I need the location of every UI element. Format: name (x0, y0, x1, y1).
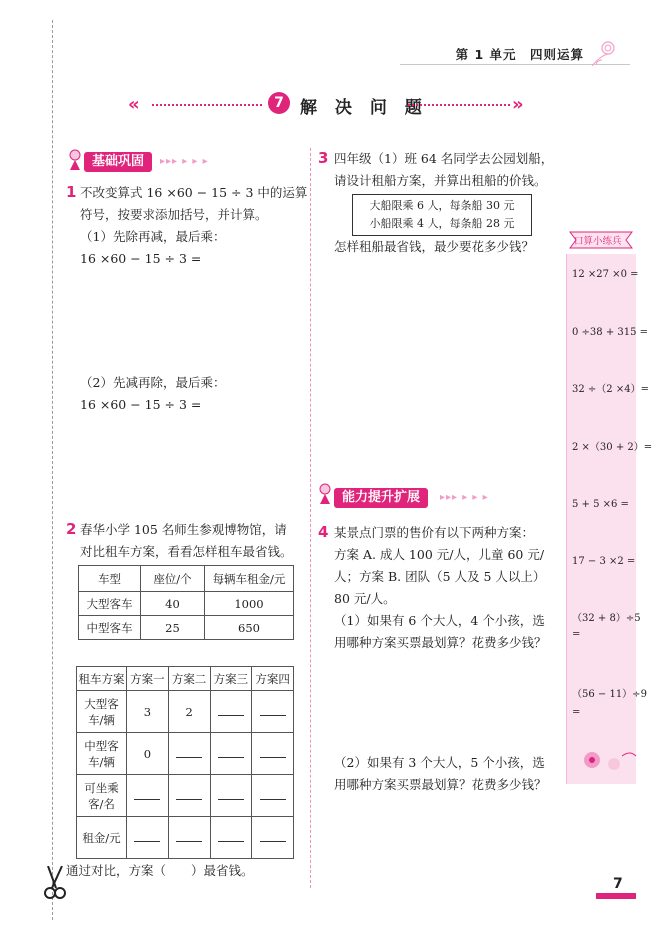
row-label: 租金/元 (77, 817, 127, 859)
answer-blank[interactable] (218, 832, 244, 842)
table-header: 方案二 (168, 667, 210, 691)
q3-text-line2: 请设计租船方案，并算出租船的价钱。 (334, 173, 547, 188)
title-dotted-right (408, 104, 510, 106)
table-cell: 40 (141, 592, 205, 616)
answer-blank[interactable] (176, 748, 202, 758)
answer-blank[interactable] (176, 832, 202, 842)
table-cell: 3 (127, 691, 169, 733)
table-cell: 25 (141, 616, 205, 640)
row-label: 大型客车/辆 (77, 691, 127, 733)
table-cell: 1000 (205, 592, 294, 616)
q1-text-line1: 不改变算式 16 ×60 − 15 ÷ 3 中的运算 (80, 185, 308, 200)
blank-cell[interactable] (252, 775, 294, 817)
table-header: 方案一 (127, 667, 169, 691)
q1-expression2: 16 ×60 − 15 ÷ 3 = (80, 397, 202, 412)
blank-cell[interactable] (252, 691, 294, 733)
section-banner-basic: 基础巩固 (84, 152, 152, 172)
row-label: 中型客车/辆 (77, 733, 127, 775)
mental-math-item: 12 ×27 ×0 = (572, 269, 639, 280)
banner-arrows-icon: ▸▸▸ ▸ ▸ ▸ (160, 156, 209, 167)
q2-text-line2: 对比租车方案，看看怎样租车最省钱。 (80, 544, 293, 559)
blank-cell[interactable] (210, 817, 252, 859)
lesson-number: 7 (268, 92, 290, 114)
blank-cell[interactable] (252, 817, 294, 859)
answer-blank[interactable] (218, 706, 244, 716)
q3-number: 3 (318, 149, 329, 167)
q4-sub1-line2: 用哪种方案买票最划算？花费多少钱？ (334, 635, 547, 650)
boat-price-small: 小船限乘 4 人，每条船 28 元 (369, 217, 515, 230)
q4-text-line2: 方案 A. 成人 100 元/人，儿童 60 元/ (334, 547, 545, 562)
flower-decoration-icon (578, 742, 638, 776)
mental-math-item: 5 + 5 ×6 = (572, 499, 629, 510)
q4-sub2-line2: 用哪种方案买票最划算？花费多少钱？ (334, 777, 547, 792)
mental-math-item: 0 ÷38 + 315 = (572, 327, 649, 338)
boat-price-box (352, 194, 532, 236)
table-header: 车型 (79, 566, 141, 592)
mental-math-item: （56 − 11）÷9 (572, 689, 647, 700)
unit-header: 第 1 单元 四则运算 (455, 47, 584, 62)
bus-info-table (78, 565, 294, 640)
blank-cell[interactable] (168, 817, 210, 859)
q1-sub2-label: （2）先减再除，最后乘： (80, 375, 226, 390)
lesson-title (128, 92, 530, 118)
banner-arrows-icon: ▸▸▸ ▸ ▸ ▸ (440, 492, 489, 503)
chevron-right-icon: » (512, 94, 524, 115)
table-header: 座位/个 (141, 566, 205, 592)
title-dotted-left (152, 104, 262, 106)
column-divider (310, 148, 311, 888)
section-banner-advanced: 能力提升扩展 (334, 488, 428, 508)
answer-blank[interactable] (260, 748, 286, 758)
lesson-title-text: 解 决 问 题 (300, 98, 428, 118)
table-cell: 650 (205, 616, 294, 640)
q3-text-line1: 四年级（1）班 64 名同学去公园划船， (334, 151, 554, 166)
mental-math-item: 2 ×（30 + 2）= (572, 442, 653, 453)
answer-blank[interactable] (134, 832, 160, 842)
chevron-left-icon: « (128, 94, 140, 115)
answer-blank[interactable] (260, 832, 286, 842)
girl-mascot-icon (316, 482, 334, 506)
q4-text-line3: 人；方案 B. 团队（5 人及 5 人以上） (334, 569, 546, 584)
table-header: 方案四 (252, 667, 294, 691)
table-header: 每辆车租金/元 (205, 566, 294, 592)
row-label: 可坐乘客/名 (77, 775, 127, 817)
table-header: 租车方案 (77, 667, 127, 691)
boat-price-big: 大船限乘 6 人，每条船 30 元 (369, 199, 515, 212)
mental-math-item: 32 ÷（2 ×4）= (572, 384, 649, 395)
sidebar-title: 口算小练兵 (574, 236, 622, 247)
blank-cell[interactable] (210, 775, 252, 817)
q4-number: 4 (318, 523, 329, 541)
q1-sub1-label: （1）先除再减，最后乘： (80, 229, 226, 244)
blank-cell[interactable] (210, 733, 252, 775)
q4-text-line4: 80 元/人。 (334, 591, 396, 606)
q4-text-line1: 某景点门票的售价有以下两种方案： (334, 525, 535, 540)
blank-cell[interactable] (168, 775, 210, 817)
blank-cell[interactable] (127, 775, 169, 817)
q3-question: 怎样租船最省钱，最少要花多少钱？ (334, 239, 535, 254)
table-cell: 大型客车 (79, 592, 141, 616)
table-cell: 中型客车 (79, 616, 141, 640)
flower-decoration-icon (588, 38, 622, 68)
q4-sub2-line1: （2）如果有 3 个大人，5 个小孩，选 (334, 755, 545, 770)
mental-math-item: = (572, 629, 581, 640)
mental-math-item: （32 + 8）÷5 (572, 613, 641, 624)
q2-text-line1: 春华小学 105 名师生参观博物馆，请 (80, 522, 287, 537)
blank-cell[interactable] (127, 817, 169, 859)
q1-text-line2: 符号，按要求添加括号，并计算。 (80, 207, 268, 222)
blank-cell[interactable] (168, 733, 210, 775)
table-cell: 2 (168, 691, 210, 733)
q1-number: 1 (66, 183, 77, 201)
q1-expression1: 16 ×60 − 15 ÷ 3 = (80, 251, 202, 266)
table-cell: 0 (127, 733, 169, 775)
table-header: 方案三 (210, 667, 252, 691)
answer-blank[interactable] (218, 790, 244, 800)
q2-conclusion: 通过对比，方案（ ）最省钱。 (66, 863, 254, 878)
blank-cell[interactable] (252, 733, 294, 775)
answer-blank[interactable] (218, 748, 244, 758)
mental-math-item: 17 − 3 ×2 = (572, 556, 636, 567)
mental-math-item: = (572, 707, 581, 718)
q4-sub1-line1: （1）如果有 6 个大人，4 个小孩，选 (334, 613, 545, 628)
blank-cell[interactable] (210, 691, 252, 733)
rental-plan-table (76, 666, 294, 859)
answer-blank[interactable] (176, 790, 202, 800)
page-number-bar (596, 893, 636, 899)
girl-mascot-icon (66, 148, 84, 172)
q2-number: 2 (66, 520, 77, 538)
page-number: 7 (613, 876, 623, 892)
answer-blank[interactable] (260, 706, 286, 716)
answer-blank[interactable] (260, 790, 286, 800)
answer-blank[interactable] (134, 790, 160, 800)
binding-dashed-line (52, 20, 53, 920)
